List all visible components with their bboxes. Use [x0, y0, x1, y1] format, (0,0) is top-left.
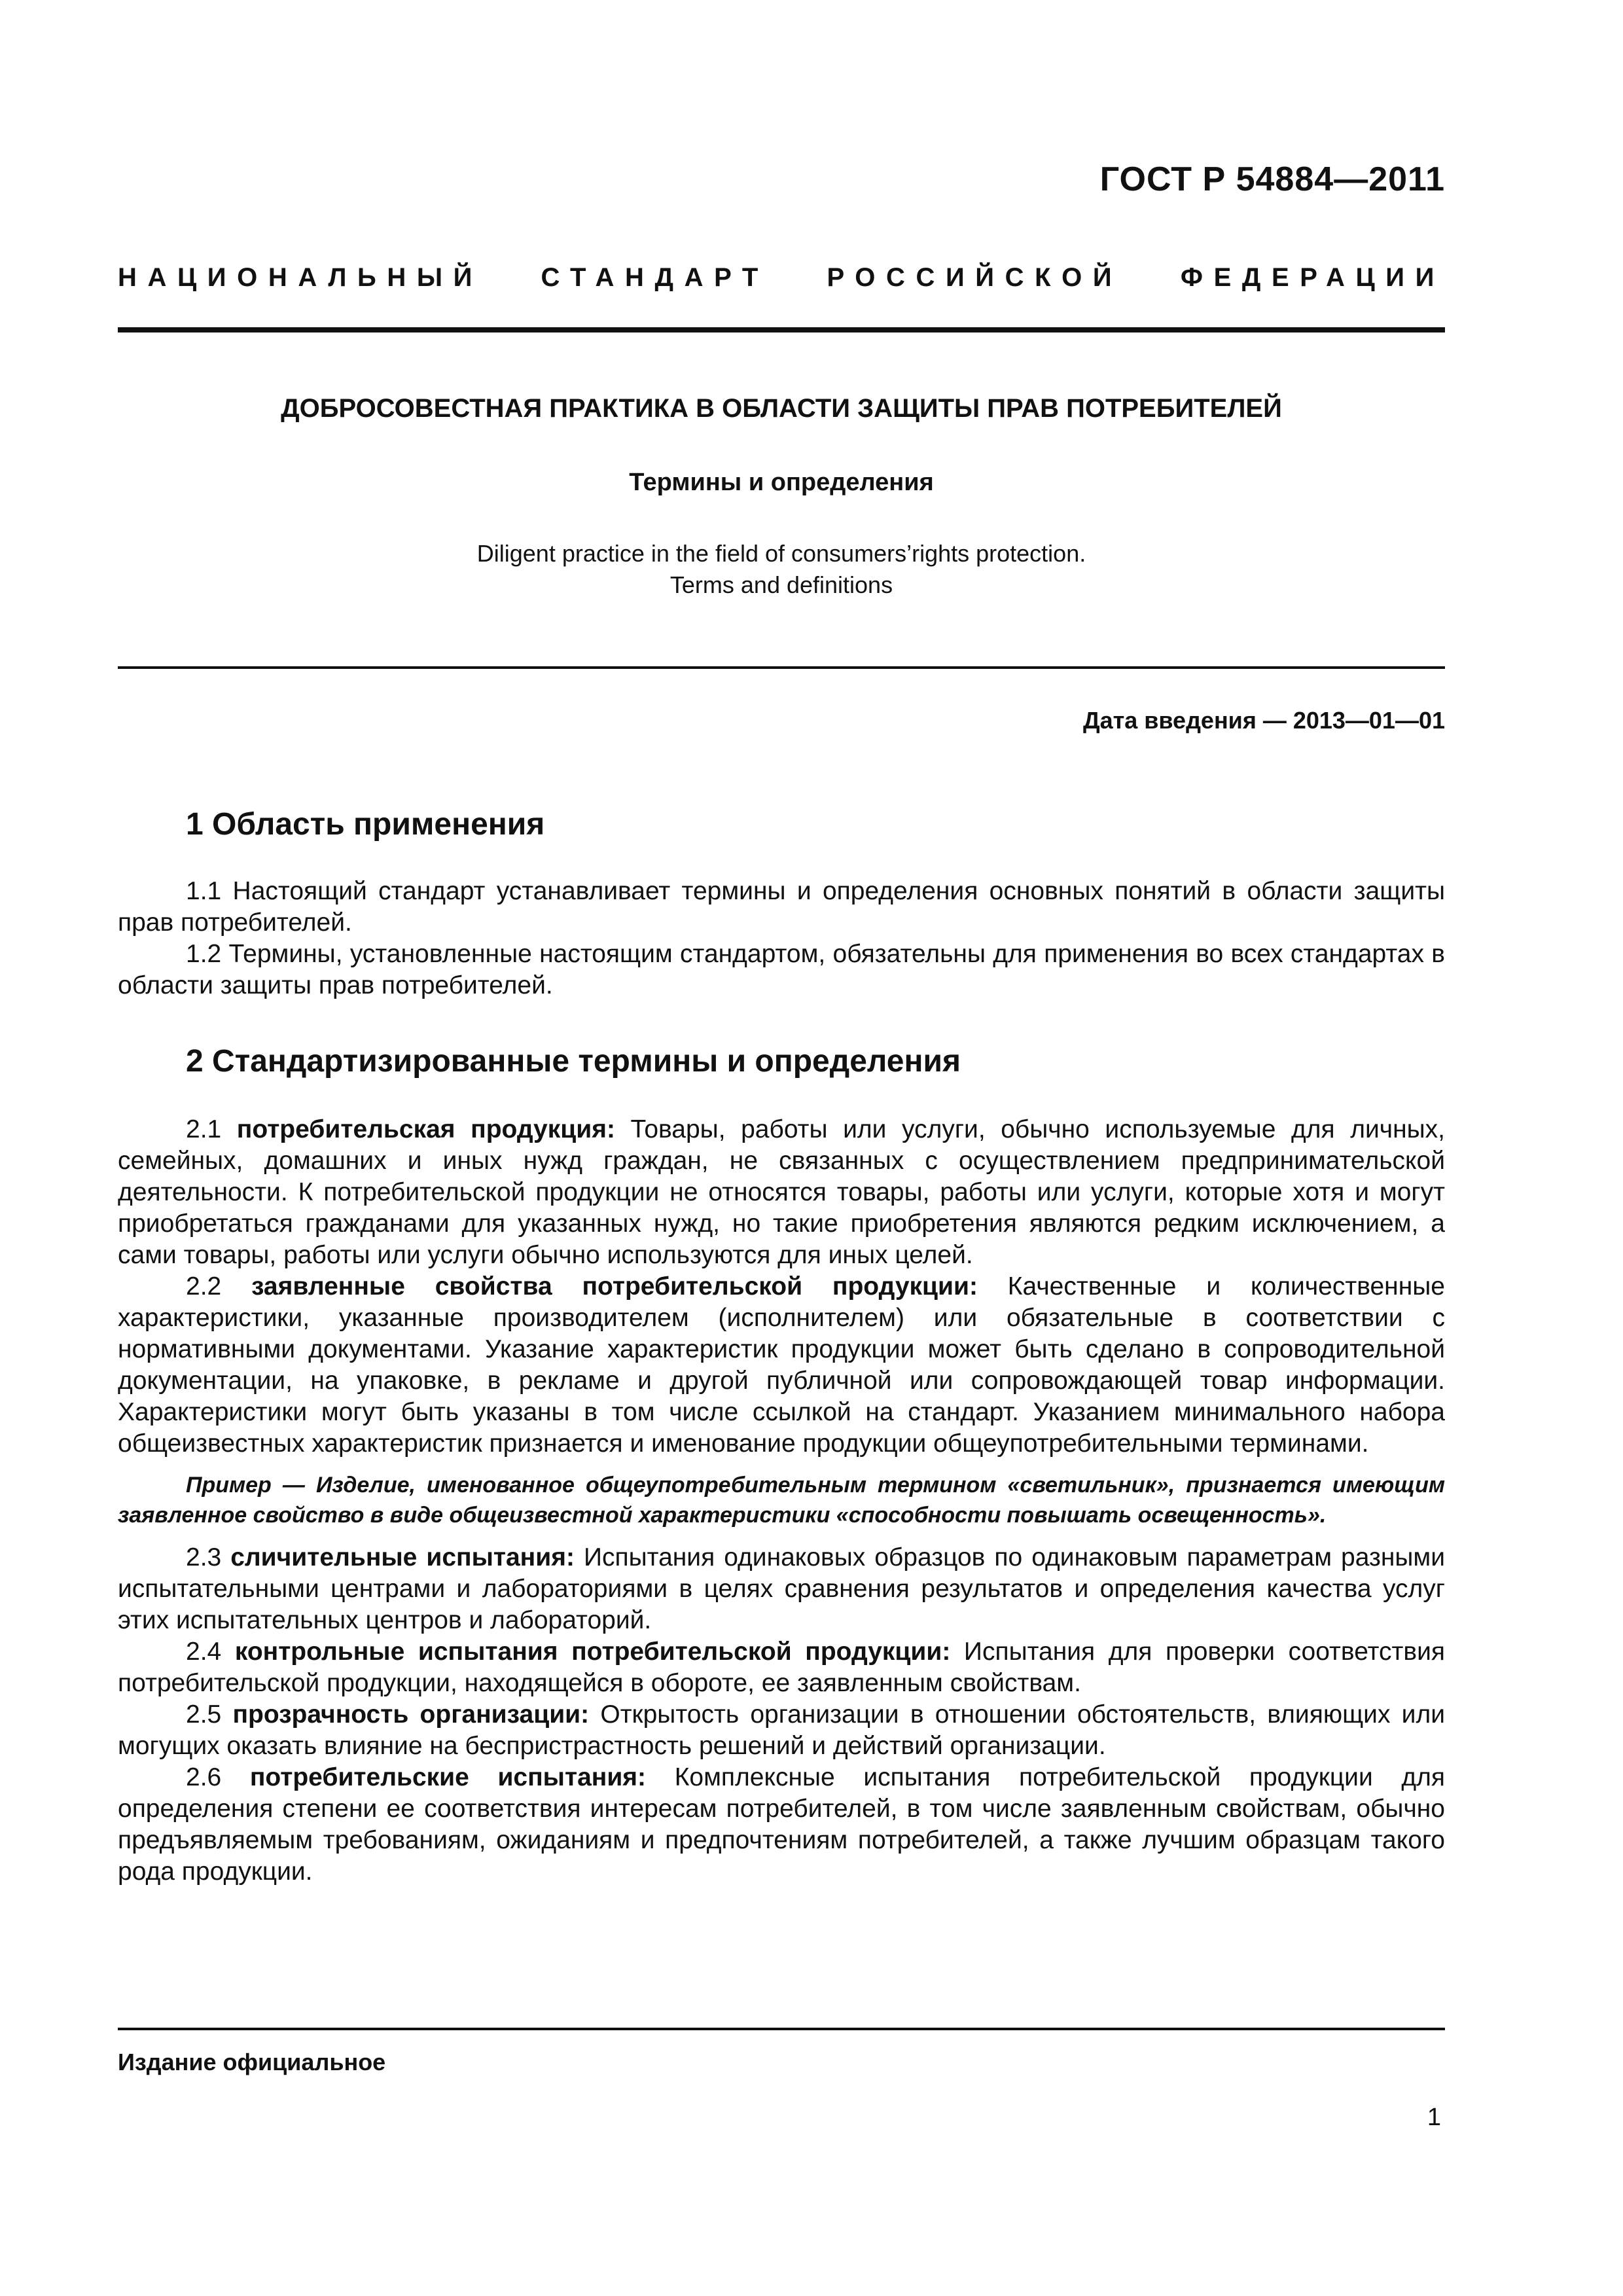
term-2-3 — [118, 1542, 1445, 1636]
term-number: 2.4 — [186, 1638, 235, 1666]
term-name: прозрачность организации: — [232, 1700, 590, 1729]
paragraph-text: Термины, установленные настоящим стандартом, обязательны для применения во всех стандартах в области защиты прав потребителей. — [118, 940, 1445, 999]
term-definition: Качественные и количественные характеристики, указанные производителем (исполнителем) или обязательные в соответствии с нормативными документами. Указание характеристик продукции может быть сделано в сопроводительной документации, на упаковке, в рекламе и другой публичной или сопровождающей товар информации. Характеристики могут быть указаны в том числе ссылкой на стандарт. Указанием минимального набора общеизвестных характеристик признается и именование продукции общеупотребительными терминами. — [118, 1272, 1445, 1458]
term-2-4 — [118, 1636, 1445, 1699]
term-definition: Испытания для проверки соответствия потребительской продукции, находящейся в обороте, ее заявленным свойствам. — [118, 1638, 1445, 1697]
term-name: контрольные испытания потребительской продукции: — [234, 1638, 951, 1666]
paragraph-number: 1.1 — [186, 877, 233, 905]
national-standard-title: НАЦИОНАЛЬНЫЙ СТАНДАРТ РОССИЙСКОЙ ФЕДЕРАЦИИ — [118, 263, 1445, 292]
term-definition: Товары, работы или услуги, обычно используемые для личных, семейных, домашних и иных нужд граждан, не связанных с осуществлением предпринимательской деятельности. К потребительской продукции не относятся товары, работы или услуги, которые хотя и могут приобретаться гражданами для указанных нужд, но такие приобретения являются редким исключением, а сами товары, работы или услуги обычно используются для иных целей. — [118, 1115, 1445, 1269]
header-rule — [118, 327, 1445, 332]
term-name: потребительская продукция: — [236, 1115, 615, 1143]
term-name: заявленные свойства потребительской продукции: — [251, 1272, 978, 1300]
edition-label: Издание официальное — [118, 2049, 386, 2075]
standard-number: ГОСТ Р 54884—2011 — [1099, 160, 1445, 198]
section-1-body — [118, 876, 1445, 1001]
section-1-heading: 1 Область применения — [186, 807, 545, 842]
term-name: потребительские испытания: — [249, 1763, 647, 1791]
footer-rule — [118, 2028, 1445, 2030]
term-number: 2.1 — [186, 1115, 237, 1143]
term-2-6 — [118, 1762, 1445, 1888]
term-2-1 — [118, 1114, 1445, 1271]
section-2-body — [118, 1114, 1445, 1888]
term-2-2 — [118, 1271, 1445, 1460]
paragraph-number: 1.2 — [186, 940, 229, 968]
section-2-heading: 2 Стандартизированные термины и определения — [186, 1044, 961, 1079]
term-2-5 — [118, 1699, 1445, 1762]
english-title-line-1: Diligent practice in the field of consumers’rights protection. — [476, 540, 1086, 567]
term-definition: Открытость организации в отношении обстоятельств, влияющих или могущих оказать влияние на беспристрастность решений и действий организации. — [118, 1700, 1445, 1760]
example-note: Пример — Изделие, именованное общеупотребительным термином «светильник», признается имеющим заявленное свойство в виде общеизвестной характеристики «способности повышать освещенность». — [118, 1473, 1445, 1528]
term-name: сличительные испытания: — [230, 1543, 575, 1571]
document-title: ДОБРОСОВЕСТНАЯ ПРАКТИКА В ОБЛАСТИ ЗАЩИТЫ ПРАВ ПОТРЕБИТЕЛЕЙ — [281, 394, 1282, 423]
paragraph-text: Настоящий стандарт устанавливает термины и определения основных понятий в области защиты прав потребителей. — [118, 877, 1445, 937]
term-number: 2.2 — [186, 1272, 252, 1300]
paragraph-1-1 — [118, 876, 1445, 939]
title-rule — [118, 666, 1445, 669]
term-definition: Комплексные испытания потребительской продукции для определения степени ее соответствия интересам потребителей, в том числе заявленным свойствам, обычно предъявляемым требованиям, ожиданиям и предпочтениям потребителей, а также лучшим образцам такого рода продукции. — [118, 1763, 1445, 1886]
term-number: 2.5 — [186, 1700, 233, 1729]
page-number: 1 — [1427, 2104, 1441, 2131]
english-title — [118, 538, 1445, 601]
paragraph-1-2 — [118, 939, 1445, 1001]
term-number: 2.6 — [186, 1763, 250, 1791]
term-definition: Испытания одинаковых образцов по одинаковым параметрам разными испытательными центрами и лабораториями в целях сравнения результатов и определения качества услуг этих испытательных центров и лабораторий. — [118, 1543, 1446, 1634]
english-title-line-2: Terms and definitions — [669, 571, 893, 598]
term-number: 2.3 — [186, 1543, 231, 1571]
document-subtitle: Термины и определения — [629, 469, 934, 496]
effective-date: Дата введения — 2013—01—01 — [1082, 707, 1445, 734]
